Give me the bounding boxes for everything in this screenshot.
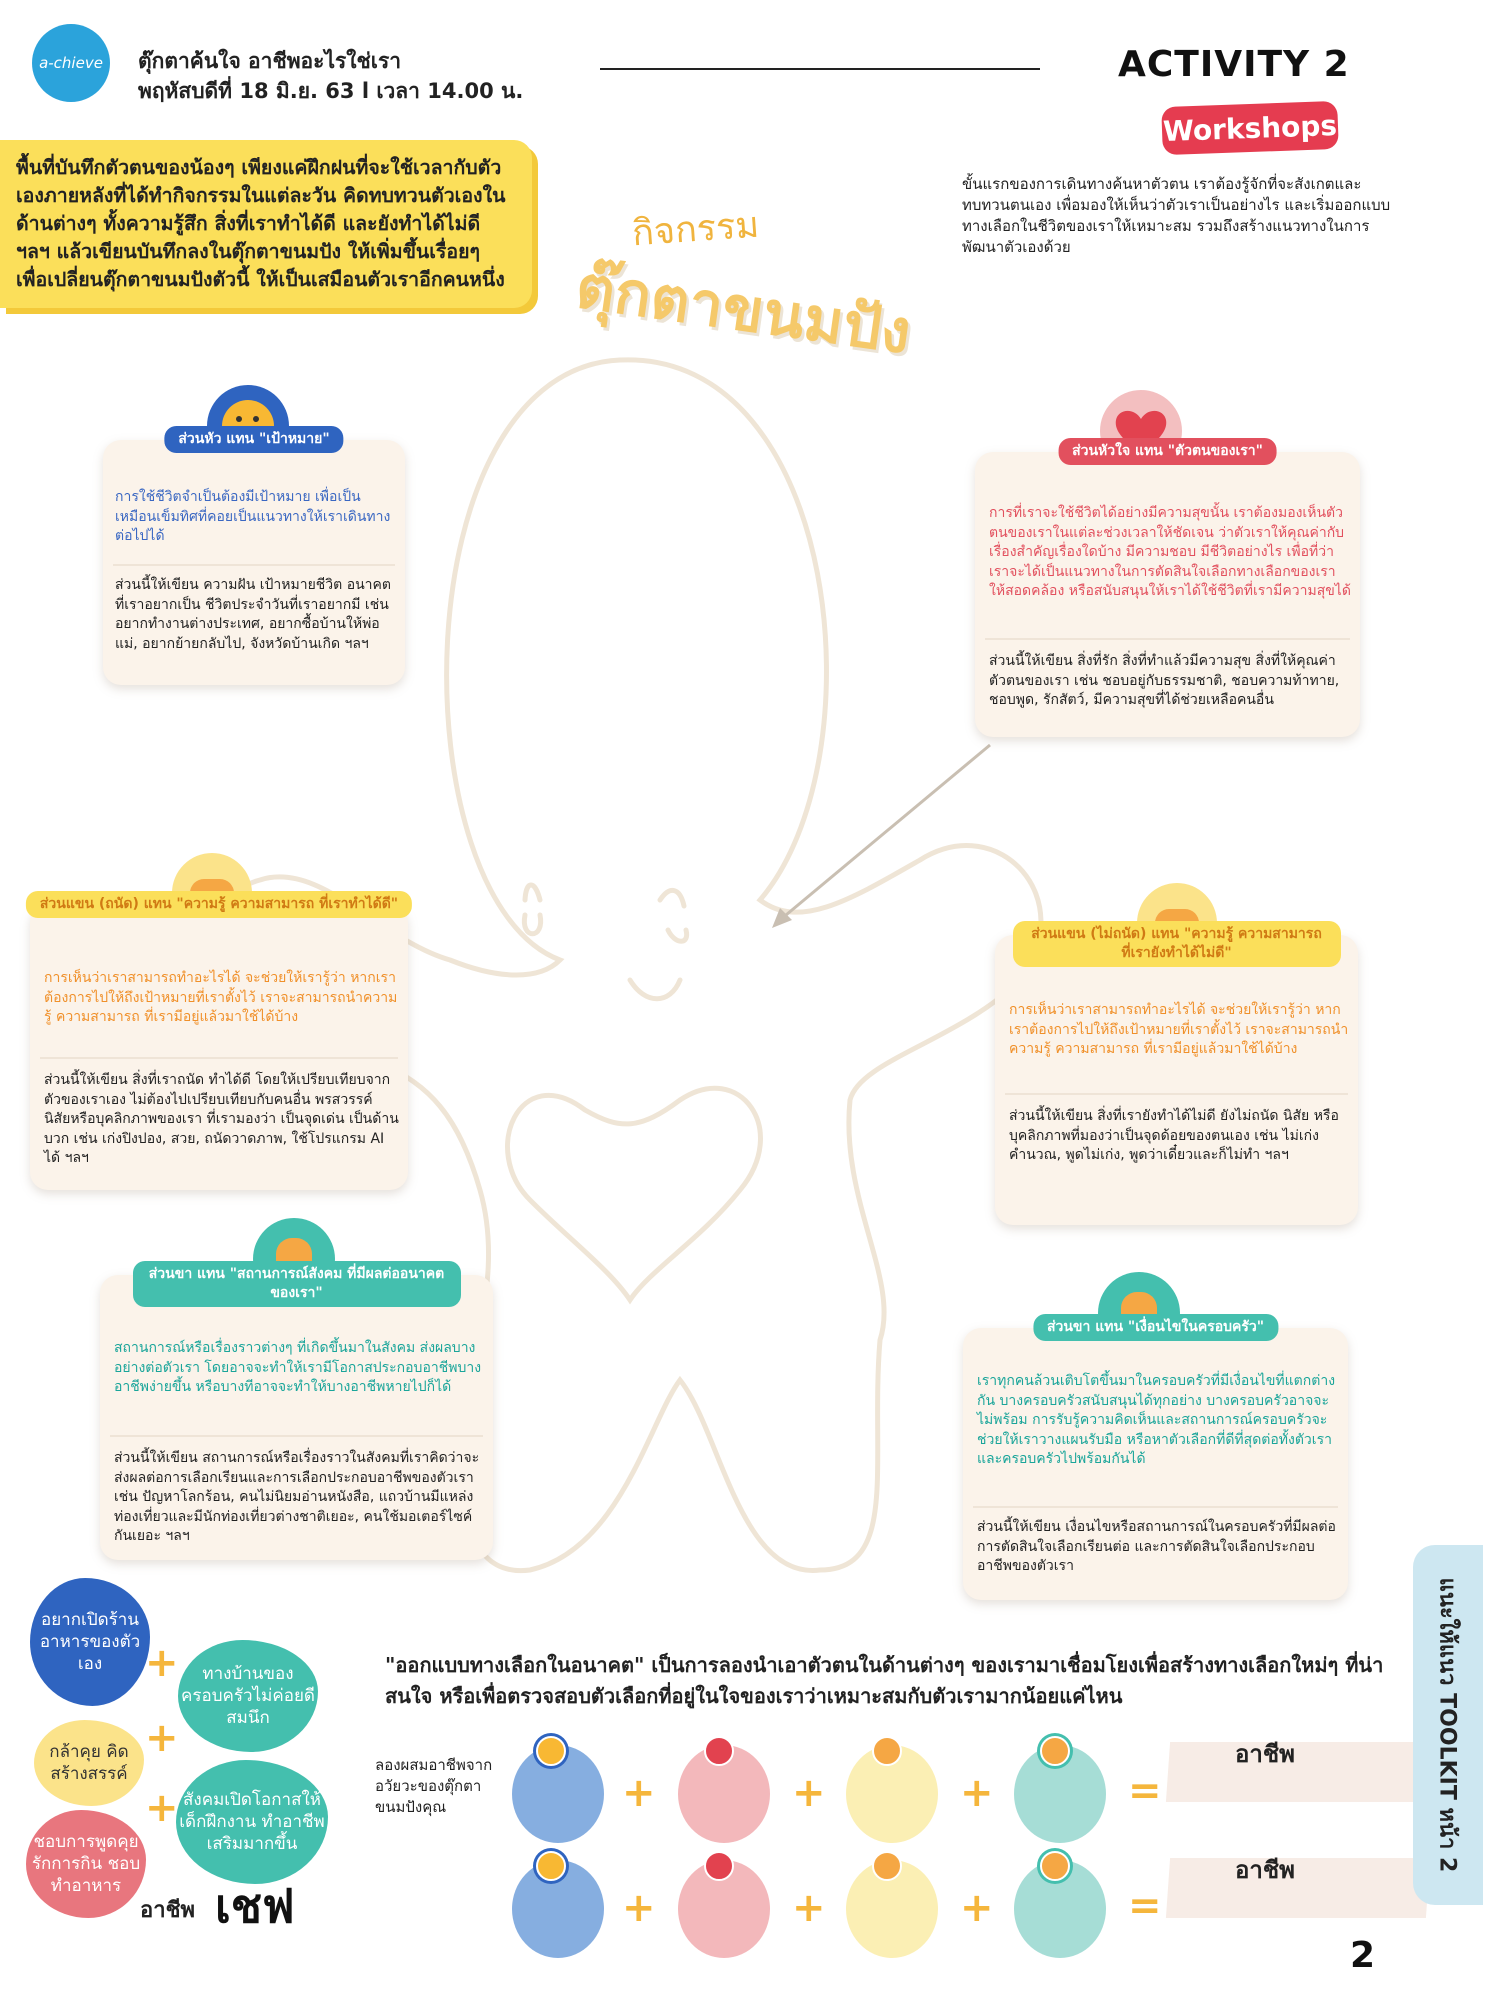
answer-box-1[interactable]	[1166, 1742, 1430, 1802]
card-heart-write: ส่วนนี้ให้เขียน สิ่งที่รัก สิ่งที่ทำแล้วมีความสุข สิ่งที่ให้คุณค่า ตัวตนของเรา เช่น ชอบอยู่กับธรรมชาติ, ชอบความท้าทาย, ชอบพูด, รักสัตว์, มีความสุขที่ได้ช่วยเหลือคนอื่น	[989, 653, 1340, 708]
answer-label-2: อาชีพ	[1235, 1856, 1295, 1884]
card-arm-weak-title: ส่วนแขน (ไม่ถนัด) แทน "ความรู้ ความสามารถ ที่เรายังทำได้ไม่ดี"	[1013, 921, 1341, 967]
arm-icon	[872, 1736, 902, 1766]
card-head-goal	[103, 431, 405, 685]
card-divider	[40, 1057, 398, 1059]
example-blob-goal: อยากเปิดร้านอาหารของตัวเอง	[30, 1578, 150, 1706]
pointer-arrow-icon	[760, 740, 1000, 930]
combine-note: ลองผสมอาชีพจากอวัยวะของตุ๊กตาขนมปังคุณ	[375, 1756, 493, 1816]
card-leg-family-desc: เราทุกคนล้วนเติบโตขึ้นมาในครอบครัวที่มีเงื่อนไขที่แตกต่างกัน บางครอบครัวสนับสนุนได้ทุกอย่าง บางครอบครัวอาจจะไม่พร้อม การรับรู้ความคิดเห็นและสถานการณ์ครอบครัวจะช่วยให้เราวางแผนรับมือ หรือหาตัวเลือกที่ดีที่สุดต่อทั้งตัวเราและครอบครัวไปพร้อมกันได้	[977, 1373, 1336, 1467]
card-heart-title: ส่วนหัวใจ แทน "ตัวตนของเรา"	[1058, 438, 1277, 465]
answer-box-2[interactable]	[1166, 1858, 1430, 1918]
event-title: ตุ๊กตาค้นใจ อาชีพอะไรใช่เรา	[138, 49, 402, 73]
equals-icon: =	[1128, 1883, 1162, 1929]
card-head-write: ส่วนนี้ให้เขียน ความฝัน เป้าหมายชีวิต อนาคตที่เราอยากเป็น ชีวิตประจำวันที่เราอยากมี เช่น อยากทำงานต่างประเทศ, อยากซื้อบ้านให้พ่อแม่, อยากย้ายกลับไป, จังหวัดบ้านเกิด ฯลฯ	[115, 577, 391, 652]
example-blob-social: สังคมเปิดโอกาสให้เด็กฝึกงาน ทำอาชีพเสริมมากขึ้น	[176, 1760, 328, 1884]
answer-label-1: อาชีพ	[1235, 1740, 1295, 1768]
example-blob-family: ทางบ้านของครอบครัวไม่ค่อยดี สมนึก	[178, 1640, 318, 1752]
card-arm-weakness	[995, 926, 1358, 1225]
example-blob-heart: ชอบการพูดคุย รักการกิน ชอบทำอาหาร	[26, 1810, 146, 1918]
example-job-value: เชฟ	[215, 1879, 295, 1933]
arm-icon	[872, 1851, 902, 1881]
card-arm-good-title: ส่วนแขน (ถนัด) แทน "ความรู้ ความสามารถ ที่เราทำได้ดี"	[26, 891, 412, 918]
leg-icon	[1040, 1851, 1070, 1881]
card-leg-family	[963, 1319, 1348, 1600]
event-datetime: พฤหัสบดีที่ 18 มิ.ย. 63 l เวลา 14.00 น.	[138, 79, 524, 103]
plus-icon: +	[145, 1785, 179, 1831]
instruction-note: พื้นที่บันทึกตัวตนของน้องๆ เพียงแค่ฝึกฝนที่จะใช้เวลากับตัวเองภายหลังที่ได้ทำกิจกรรมในแต่ละวัน คิดทบทวนตัวเองในด้านต่างๆ ทั้งความรู้สึก สิ่งที่เราทำได้ดี และยังทำได้ไม่ดี ฯลฯ แล้วเขียนบันทึกลงในตุ๊กตาขนมปัง ให้เพิ่มขึ้นเรื่อยๆ เพื่อเปลี่ยนตุ๊กตาขนมปังตัวนี้ ให้เป็นเสมือนตัวเราอีกคนหนึ่ง	[0, 140, 532, 308]
equals-icon: =	[1128, 1768, 1162, 1814]
card-arm-good-write: ส่วนนี้ให้เขียน สิ่งที่เราถนัด ทำได้ดี โดยให้เปรียบเทียบจากตัวของเราเอง ไม่ต้องไปเปรียบเทียบกับคนอื่น พรสวรรค์ นิสัยหรือบุคลิกภาพของเรา ที่เรามองว่า เป็นจุดเด่น เป็นด้านบวก เช่น เก่งปิงปอง, สวย, ถนัดวาดภาพ, ใช้โปรแกรม AI ได้ ฯลฯ	[44, 1072, 399, 1166]
page-number: 2	[1350, 1935, 1376, 1976]
card-arm-weak-desc: การเห็นว่าเราสามารถทำอะไรได้ จะช่วยให้เรารู้ว่า หากเราต้องการไปให้ถึงเป้าหมายที่เราตั้งไว้ เราจะสามารถนำความรู้ ความสามารถ ที่เรามีอยู่แล้วมาใช้ได้บ้าง	[1009, 1002, 1349, 1057]
smiley-icon	[536, 1736, 566, 1766]
plus-icon: +	[960, 1885, 994, 1931]
toolkit-side-tab-label: แนะให้แนว TOOLKIT หน้า 2	[1434, 1577, 1460, 1873]
card-head-desc: การใช้ชีวิตจำเป็นต้องมีเป้าหมาย เพื่อเป็นเหมือนเข็มทิศที่คอยเป็นแนวทางให้เราเดินทางต่อไปได้	[115, 489, 391, 544]
card-arm-strength	[30, 896, 408, 1190]
card-heart-desc: การที่เราจะใช้ชีวิตได้อย่างมีความสุขนั้น เราต้องมองเห็นตัวตนของเราในแต่ละช่วงเวลาให้ชัดเจน ว่าตัวเราให้คุณค่ากับเรื่องสำคัญเรื่องใดบ้าง มีความชอบ มีชีวิตอย่างไร เพื่อที่ว่าเราจะได้เป็นแนวทางในการตัดสินใจเลือกทางเลือกของเราให้สอดคล้อง หรือสนับสนุนให้เราได้ใช้ชีวิตที่เรามีความสุขได้	[989, 505, 1351, 599]
plus-icon: +	[960, 1770, 994, 1816]
toolkit-side-tab	[1413, 1545, 1483, 1905]
intro-paragraph: ขั้นแรกของการเดินทางค้นหาตัวตน เราต้องรู้จักที่จะสังเกตและทบทวนตนเอง เพื่อมองให้เห็นว่าตัวเราเป็นอย่างไร และเริ่มออกแบบทางเลือกในชีวิตของเราให้เหมาะสม รวมถึงสร้างแนวทางในการพัฒนาตัวเองด้วย	[962, 175, 1391, 256]
plus-icon: +	[792, 1885, 826, 1931]
workshops-badge: Workshops	[1161, 101, 1339, 155]
card-arm-good-desc: การเห็นว่าเราสามารถทำอะไรได้ จะช่วยให้เรารู้ว่า หากเราต้องการไปให้ถึงเป้าหมายที่เราตั้งไว้ เราจะสามารถนำความรู้ ความสามารถ ที่เรามีอยู่แล้วมาใช้ได้บ้าง	[44, 970, 398, 1025]
event-header	[138, 46, 523, 106]
smiley-icon	[536, 1851, 566, 1881]
card-leg-social-write: ส่วนนี้ให้เขียน สถานการณ์หรือเรื่องราวในสังคมที่เราคิดว่าจะส่งผลต่อการเลือกเรียนและการเลือกประกอบอาชีพของตัวเรา เช่น ปัญหาโลกร้อน, คนไม่นิยมอ่านหนังสือ, แถวบ้านมีแหล่งท่องเที่ยวและมีนักท่องเที่ยวต่างชาติเยอะ, คนใช้มอเตอร์ไซค์กันเยอะ ฯลฯ	[114, 1450, 480, 1544]
card-leg-social-desc: สถานการณ์หรือเรื่องราวต่างๆ ที่เกิดขึ้นมาในสังคม ส่งผลบางอย่างต่อตัวเรา โดยอาจจะทำให้เรามีโอกาสประกอบอาชีพบางอาชีพง่ายขึ้น หรือบางทีอาจจะทำให้บางอาชีพหายไปก็ได้	[114, 1340, 482, 1395]
card-divider	[1005, 1093, 1348, 1095]
card-head-title: ส่วนหัว แทน "เป้าหมาย"	[164, 426, 343, 453]
card-divider	[985, 638, 1350, 640]
example-job-label: อาชีพ	[140, 1898, 195, 1923]
future-design-text: "ออกแบบทางเลือกในอนาคต" เป็นการลองนำเอาตัวตนในด้านต่างๆ ของเรามาเชื่อมโยงเพื่อสร้างทางเลือกใหม่ๆ ที่น่าสนใจ หรือเพื่อตรวจสอบตัวเลือกที่อยู่ในใจของเราว่าเหมาะสมกับตัวเรามากน้อยแค่ไหน	[385, 1653, 1384, 1708]
card-divider	[113, 564, 395, 566]
leg-icon	[1040, 1736, 1070, 1766]
plus-icon: +	[622, 1770, 656, 1816]
plus-icon: +	[145, 1640, 179, 1686]
card-divider	[110, 1435, 483, 1437]
card-heart-self	[975, 443, 1360, 737]
heart-icon	[704, 1736, 734, 1766]
activity-label: ACTIVITY 2	[1118, 44, 1350, 85]
header-divider	[600, 68, 1040, 70]
card-arm-weak-write: ส่วนนี้ให้เขียน สิ่งที่เรายังทำได้ไม่ดี ยังไม่ถนัด นิสัย หรือบุคลิกภาพที่มองว่าเป็นจุดด้อยของตนเอง เช่น ไม่เก่งคำนวณ, พูดไม่เก่ง, พูดว่าเดี๋ยวและก็ไม่ทำ ฯลฯ	[1009, 1108, 1339, 1163]
plus-icon: +	[792, 1770, 826, 1816]
activity-title-small: กิจกรรม	[630, 204, 761, 255]
card-divider	[973, 1506, 1338, 1508]
card-leg-family-write: ส่วนนี้ให้เขียน เงื่อนไขหรือสถานการณ์ในครอบครัวที่มีผลต่อการตัดสินใจเลือกเรียนต่อ และการตัดสินใจเลือกประกอบอาชีพของตัวเรา	[977, 1519, 1336, 1574]
heart-icon	[704, 1851, 734, 1881]
example-blob-strength: กล้าคุย คิดสร้างสรรค์	[34, 1720, 144, 1806]
achieve-logo: a-chieve	[32, 24, 110, 102]
card-leg-social	[100, 1266, 493, 1560]
card-leg-social-title: ส่วนขา แทน "สถานการณ์สังคม ที่มีผลต่ออนาคตของเรา"	[133, 1261, 461, 1307]
plus-icon: +	[145, 1715, 179, 1761]
card-leg-family-title: ส่วนขา แทน "เงื่อนไขในครอบครัว"	[1033, 1314, 1278, 1341]
activity-title-big: ตุ๊กตาขนมปัง	[571, 251, 916, 369]
plus-icon: +	[622, 1885, 656, 1931]
